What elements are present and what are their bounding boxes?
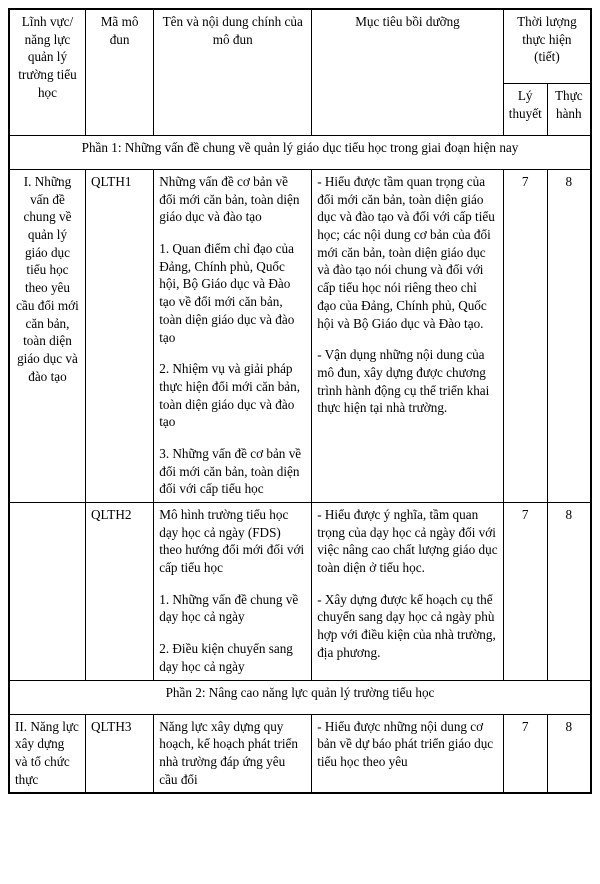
cell-domain [9,503,85,681]
header-code: Mã mô đun [85,9,153,136]
content-block: Những vấn đề cơ bản về đổi mới căn bản, toàn diện giáo dục và đào tạo [159,174,300,225]
content-block: Mô hình trường tiểu học dạy học cả ngày (FDS) theo hướng đổi mới đối với cấp tiểu học [159,507,305,576]
cell-practice-hours: 8 [547,503,591,681]
section-band-row [9,680,591,714]
section-band-title: Phần 1: Những vấn đề chung về quản lý giáo dục tiểu học trong giai đoạn hiện nay [9,136,591,170]
header-theory: Lý thuyết [503,84,547,136]
cell-theory-hours: 7 [503,503,547,681]
table-row [9,503,591,681]
goal-block: - Hiểu được tầm quan trọng của đổi mới căn bản, toàn diện giáo dục và đào tạo và đối với cấp tiểu học; các nội dung cơ bản của đổi mới căn bản, toàn diện giáo dục và đào tạo nói chung và đối với cấp tiểu học nói riêng theo chỉ đạo của Đảng, Chính phủ, Quốc hội và Bộ Giáo dục và Đào tạo. [317,174,495,331]
cell-goal [312,714,504,793]
cell-theory-hours: 7 [503,714,547,793]
table-header [9,9,591,136]
cell-practice-hours: 8 [547,170,591,503]
goal-block: - Hiểu được ý nghĩa, tầm quan trọng của dạy học cả ngày đối với việc nâng cao chất lượng giáo dục toàn diện ở tiểu học. [317,507,498,576]
cell-domain: I. Những vấn đề chung về quản lý giáo dục tiểu học theo yêu cầu đổi mới căn bản, toàn diện giáo dục và đào tạo [9,170,85,503]
header-practice: Thực hành [547,84,591,136]
header-content: Tên và nội dung chính của mô đun [154,9,312,136]
curriculum-table [8,8,592,794]
cell-code: QLTH2 [85,503,153,681]
cell-content [154,503,312,681]
table-body [9,136,591,794]
cell-goal [312,170,504,503]
cell-theory-hours: 7 [503,170,547,503]
cell-code: QLTH1 [85,170,153,503]
content-block: Năng lực xây dựng quy hoạch, kế hoạch phát triển nhà trường đáp ứng yêu cầu đổi [159,718,298,787]
section-band-title: Phần 2: Nâng cao năng lực quản lý trường tiểu học [9,680,591,714]
cell-domain: II. Năng lực xây dựng và tổ chức thực [9,714,85,793]
content-block: 2. Điều kiện chuyển sang dạy học cả ngày [159,641,293,674]
goal-block: - Hiểu được những nội dung cơ bản về dự báo phát triển giáo dục tiểu học theo yêu [317,718,494,769]
cell-code: QLTH3 [85,714,153,793]
cell-practice-hours: 8 [547,714,591,793]
goal-block: - Vận dụng những nội dung của mô đun, xây dựng được chương trình hành động cụ thể triển khai thực hiện tại nhà trường. [317,347,490,416]
content-block: 1. Quan điểm chỉ đạo của Đảng, Chính phủ, Quốc hội, Bộ Giáo dục và Đào tạo về đổi mới căn bản, toàn diện giáo dục và đào tạo [159,241,295,345]
header-domain: Lĩnh vực/ năng lực quản lý trường tiểu học [9,9,85,136]
goal-block: - Xây dựng được kế hoạch cụ thể chuyển sang dạy học cả ngày phù hợp với điều kiện của nhà trường, địa phương. [317,591,496,660]
content-block: 3. Những vấn đề cơ bản về đổi mới căn bản, toàn diện đối với cấp tiểu học [159,445,302,497]
cell-goal [312,503,504,681]
header-duration: Thời lượng thực hiện (tiết) [503,9,591,84]
table-row [9,170,591,503]
content-block: 2. Nhiệm vụ và giải pháp thực hiện đổi mới căn bản, toàn diện giáo dục và đào tạo [159,361,301,430]
section-band-row [9,136,591,170]
table-row [9,714,591,793]
header-goal: Mục tiêu bồi dưỡng [312,9,504,136]
content-block: 1. Những vấn đề chung về dạy học cả ngày [159,591,299,625]
cell-content [154,714,312,793]
cell-content [154,170,312,503]
